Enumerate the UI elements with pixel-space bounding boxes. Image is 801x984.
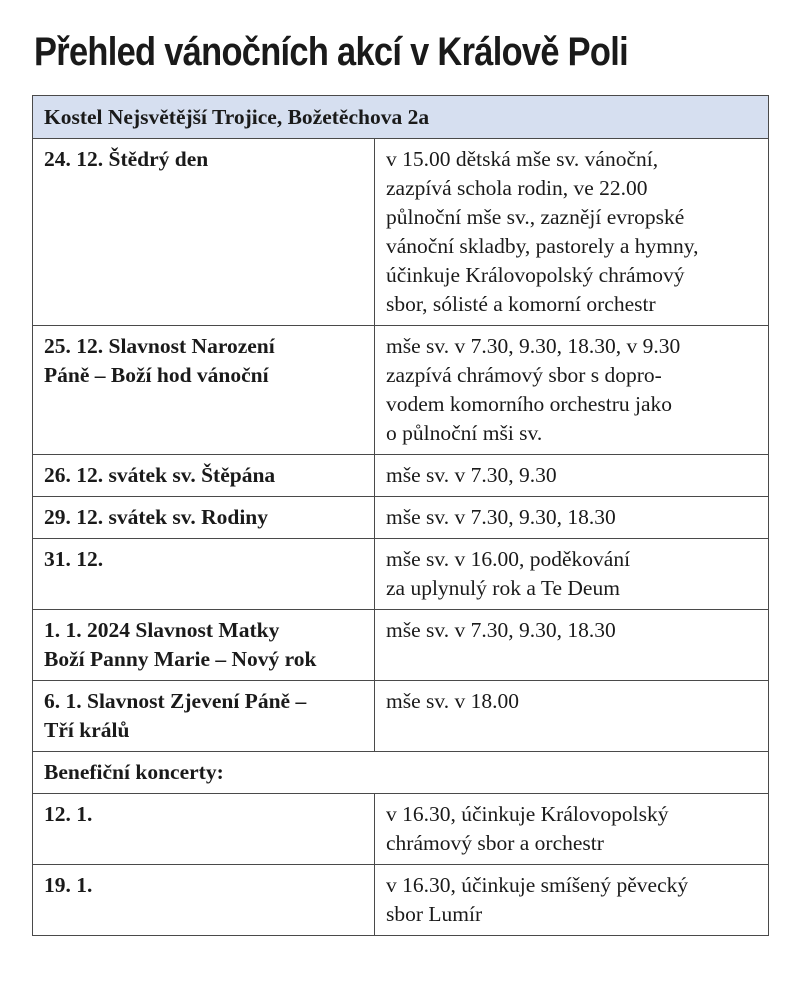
detail-line: v 16.30, účinkuje Královopolský: [386, 802, 669, 826]
table-row: [33, 497, 769, 539]
event-line: 24. 12. Štědrý den: [44, 147, 209, 171]
detail-line: půlnoční mše sv., zaznějí evropské: [386, 205, 685, 229]
detail-cell: [375, 497, 769, 539]
event-line: 31. 12.: [44, 547, 104, 571]
detail-cell: [375, 681, 769, 752]
section-row: [33, 752, 769, 794]
detail-line: mše sv. v 7.30, 9.30, 18.30, v 9.30: [386, 334, 681, 358]
event-line: Boží Panny Marie – Nový rok: [44, 647, 317, 671]
event-line: Tří králů: [44, 718, 130, 742]
detail-line: vodem komorního orchestru jako: [386, 392, 673, 416]
detail-line: mše sv. v 16.00, poděkování: [386, 547, 631, 571]
detail-line: mše sv. v 18.00: [386, 689, 519, 713]
event-line: 26. 12. svátek sv. Štěpána: [44, 463, 276, 487]
detail-line: účinkuje Královopolský chrámový: [386, 263, 685, 287]
event-cell: [33, 794, 375, 865]
event-line: 12. 1.: [44, 802, 93, 826]
detail-line: v 15.00 dětská mše sv. vánoční,: [386, 147, 659, 171]
event-line: 19. 1.: [44, 873, 93, 897]
table-row: [33, 865, 769, 936]
event-cell: [33, 681, 375, 752]
venue-header: Kostel Nejsvětější Trojice, Božetěchova 2a: [33, 96, 769, 139]
event-cell: [33, 455, 375, 497]
section-label: Benefiční koncerty:: [33, 752, 769, 794]
detail-line: za uplynulý rok a Te Deum: [386, 576, 620, 600]
event-cell: [33, 539, 375, 610]
detail-line: mše sv. v 7.30, 9.30: [386, 463, 557, 487]
event-line: 1. 1. 2024 Slavnost Matky: [44, 618, 280, 642]
page-title: Přehled vánočních akcí v Králově Poli: [34, 30, 629, 74]
detail-line: sbor, sólisté a komorní orchestr: [386, 292, 656, 316]
table-row: [33, 326, 769, 455]
detail-line: zazpívá chrámový sbor s dopro-: [386, 363, 662, 387]
table-row: [33, 455, 769, 497]
table-row: [33, 681, 769, 752]
event-line: 29. 12. svátek sv. Rodiny: [44, 505, 268, 529]
detail-line: o půlnoční mši sv.: [386, 421, 543, 445]
table-row: [33, 794, 769, 865]
event-cell: [33, 610, 375, 681]
event-cell: [33, 497, 375, 539]
event-line: 25. 12. Slavnost Narození: [44, 334, 275, 358]
detail-cell: [375, 610, 769, 681]
detail-line: mše sv. v 7.30, 9.30, 18.30: [386, 505, 616, 529]
event-cell: [33, 139, 375, 326]
table-row: [33, 139, 769, 326]
event-line: 6. 1. Slavnost Zjevení Páně –: [44, 689, 307, 713]
event-cell: [33, 865, 375, 936]
detail-cell: [375, 139, 769, 326]
detail-cell: [375, 455, 769, 497]
detail-line: chrámový sbor a orchestr: [386, 831, 604, 855]
detail-line: zazpívá schola rodin, ve 22.00: [386, 176, 648, 200]
schedule-table: [32, 95, 769, 936]
table-header-row: [33, 96, 769, 139]
detail-line: vánoční skladby, pastorely a hymny,: [386, 234, 699, 258]
table-row: [33, 610, 769, 681]
detail-cell: [375, 794, 769, 865]
detail-line: mše sv. v 7.30, 9.30, 18.30: [386, 618, 616, 642]
detail-cell: [375, 539, 769, 610]
detail-cell: [375, 865, 769, 936]
detail-line: v 16.30, účinkuje smíšený pěvecký: [386, 873, 689, 897]
event-cell: [33, 326, 375, 455]
detail-line: sbor Lumír: [386, 902, 483, 926]
table-row: [33, 539, 769, 610]
event-line: Páně – Boží hod vánoční: [44, 363, 269, 387]
detail-cell: [375, 326, 769, 455]
